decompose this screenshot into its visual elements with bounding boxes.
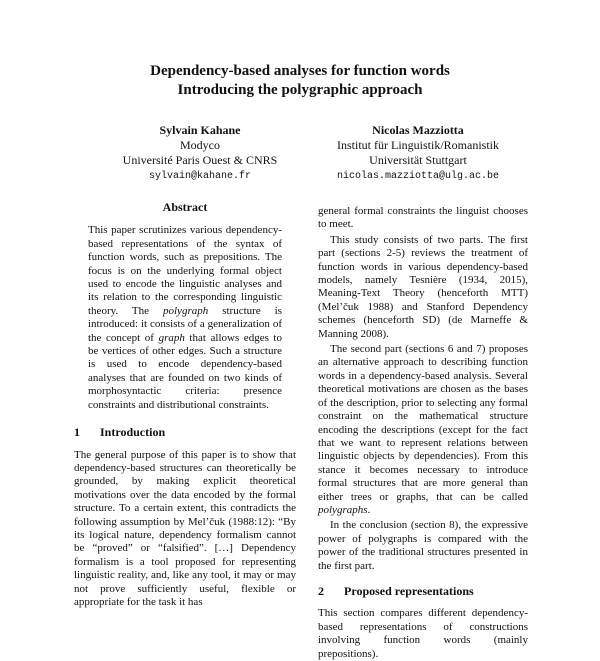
author-affiliation: Université Paris Ouest & CNRS <box>122 153 278 167</box>
left-column <box>74 201 296 609</box>
intro-paragraph: The general purpose of this paper is to show that dependency-based structures can theoretically be grounded, by making explicit theoretical motivations over the data encoded by the formal structure. To a certain extent, this contradicts the following assumption by Mel’čuk (1988:12): “By its logical nature, dependency formalism cannot be “proved” or “falsified”. […] Dependency formalism is a tool proposed for representing linguistic reality, and, like any tool, it may or may not prove sufficiently useful, flexible or appropriate for the task it has <box>74 448 296 608</box>
paper-title-line-2: Introducing the polygraphic approach <box>177 82 423 98</box>
section-heading-proposed-representations <box>318 585 528 598</box>
author-email: nicolas.mazziotta@ulg.ac.be <box>336 171 500 182</box>
author-name: Nicolas Mazziotta <box>372 123 464 137</box>
right-column <box>318 205 528 661</box>
author-name: Sylvain Kahane <box>159 123 241 137</box>
section-number: 2 <box>318 583 324 598</box>
section-heading-introduction <box>74 426 296 439</box>
paper-title-line-1: Dependency-based analyses for function words <box>150 63 450 79</box>
author-block-1 <box>100 123 300 184</box>
section-title: Proposed representations <box>344 583 474 598</box>
author-email: sylvain@kahane.fr <box>148 171 252 182</box>
author-block-2 <box>310 123 526 184</box>
abstract-text: This paper scrutinizes various dependency-based representations of the syntax of function words, such as prepositions. The focus is on the underlying formal object used to encode the linguistic analyses and its relation to the corresponding linguistic theory. The polygraph structure is introduced: it consists of a generalization of the concept of graph that allows edges to be vertices of other edges. Such a structure is used to encode dependency-based analyses that are founded on two kinds of morphosyntactic criteria: presence constraints and distributional constraints. <box>88 224 283 411</box>
body-paragraph-continued: general formal constraints the linguist chooses to meet. <box>318 205 528 231</box>
author-affiliation: Institut für Linguistik/Romanistik <box>337 138 499 152</box>
section-title: Introduction <box>100 425 166 440</box>
section-number: 1 <box>74 425 80 440</box>
body-paragraph: This section compares different dependency-based representations of constructions involving function words (mainly prepositions). <box>318 607 528 660</box>
author-affiliation: Modyco <box>180 138 220 152</box>
body-paragraph: This study consists of two parts. The first part (sections 2-5) reviews the treatment of function words in various dependency-based models, namely Tesnière (1934, 2015), Meaning-Text Theory (henceforth MTT) (Mel’čuk 1988) and Stanford Dependency schemes (henceforth SD) (de Marneffe & Manning 2008). <box>318 233 528 340</box>
abstract-heading: Abstract <box>162 200 208 214</box>
body-paragraph: In the conclusion (section 8), the expressive power of polygraphs is compared with the power of the traditional structures presented in the first part. <box>318 519 528 572</box>
author-affiliation: Universität Stuttgart <box>369 153 467 167</box>
body-paragraph: The second part (sections 6 and 7) proposes an alternative approach to describing function words in a dependency-based analysis. Several theoretical motivations are chosen as the bases of the description, prior to selecting any formal constraint on the mathematical structure encoding the descriptions (except for the fact that we want to represent relations between linguistic objects by dependencies). From this stance it becomes necessary to introduce formal structures that are more general than either trees or graphs, that can be called polygraphs. <box>318 343 528 516</box>
